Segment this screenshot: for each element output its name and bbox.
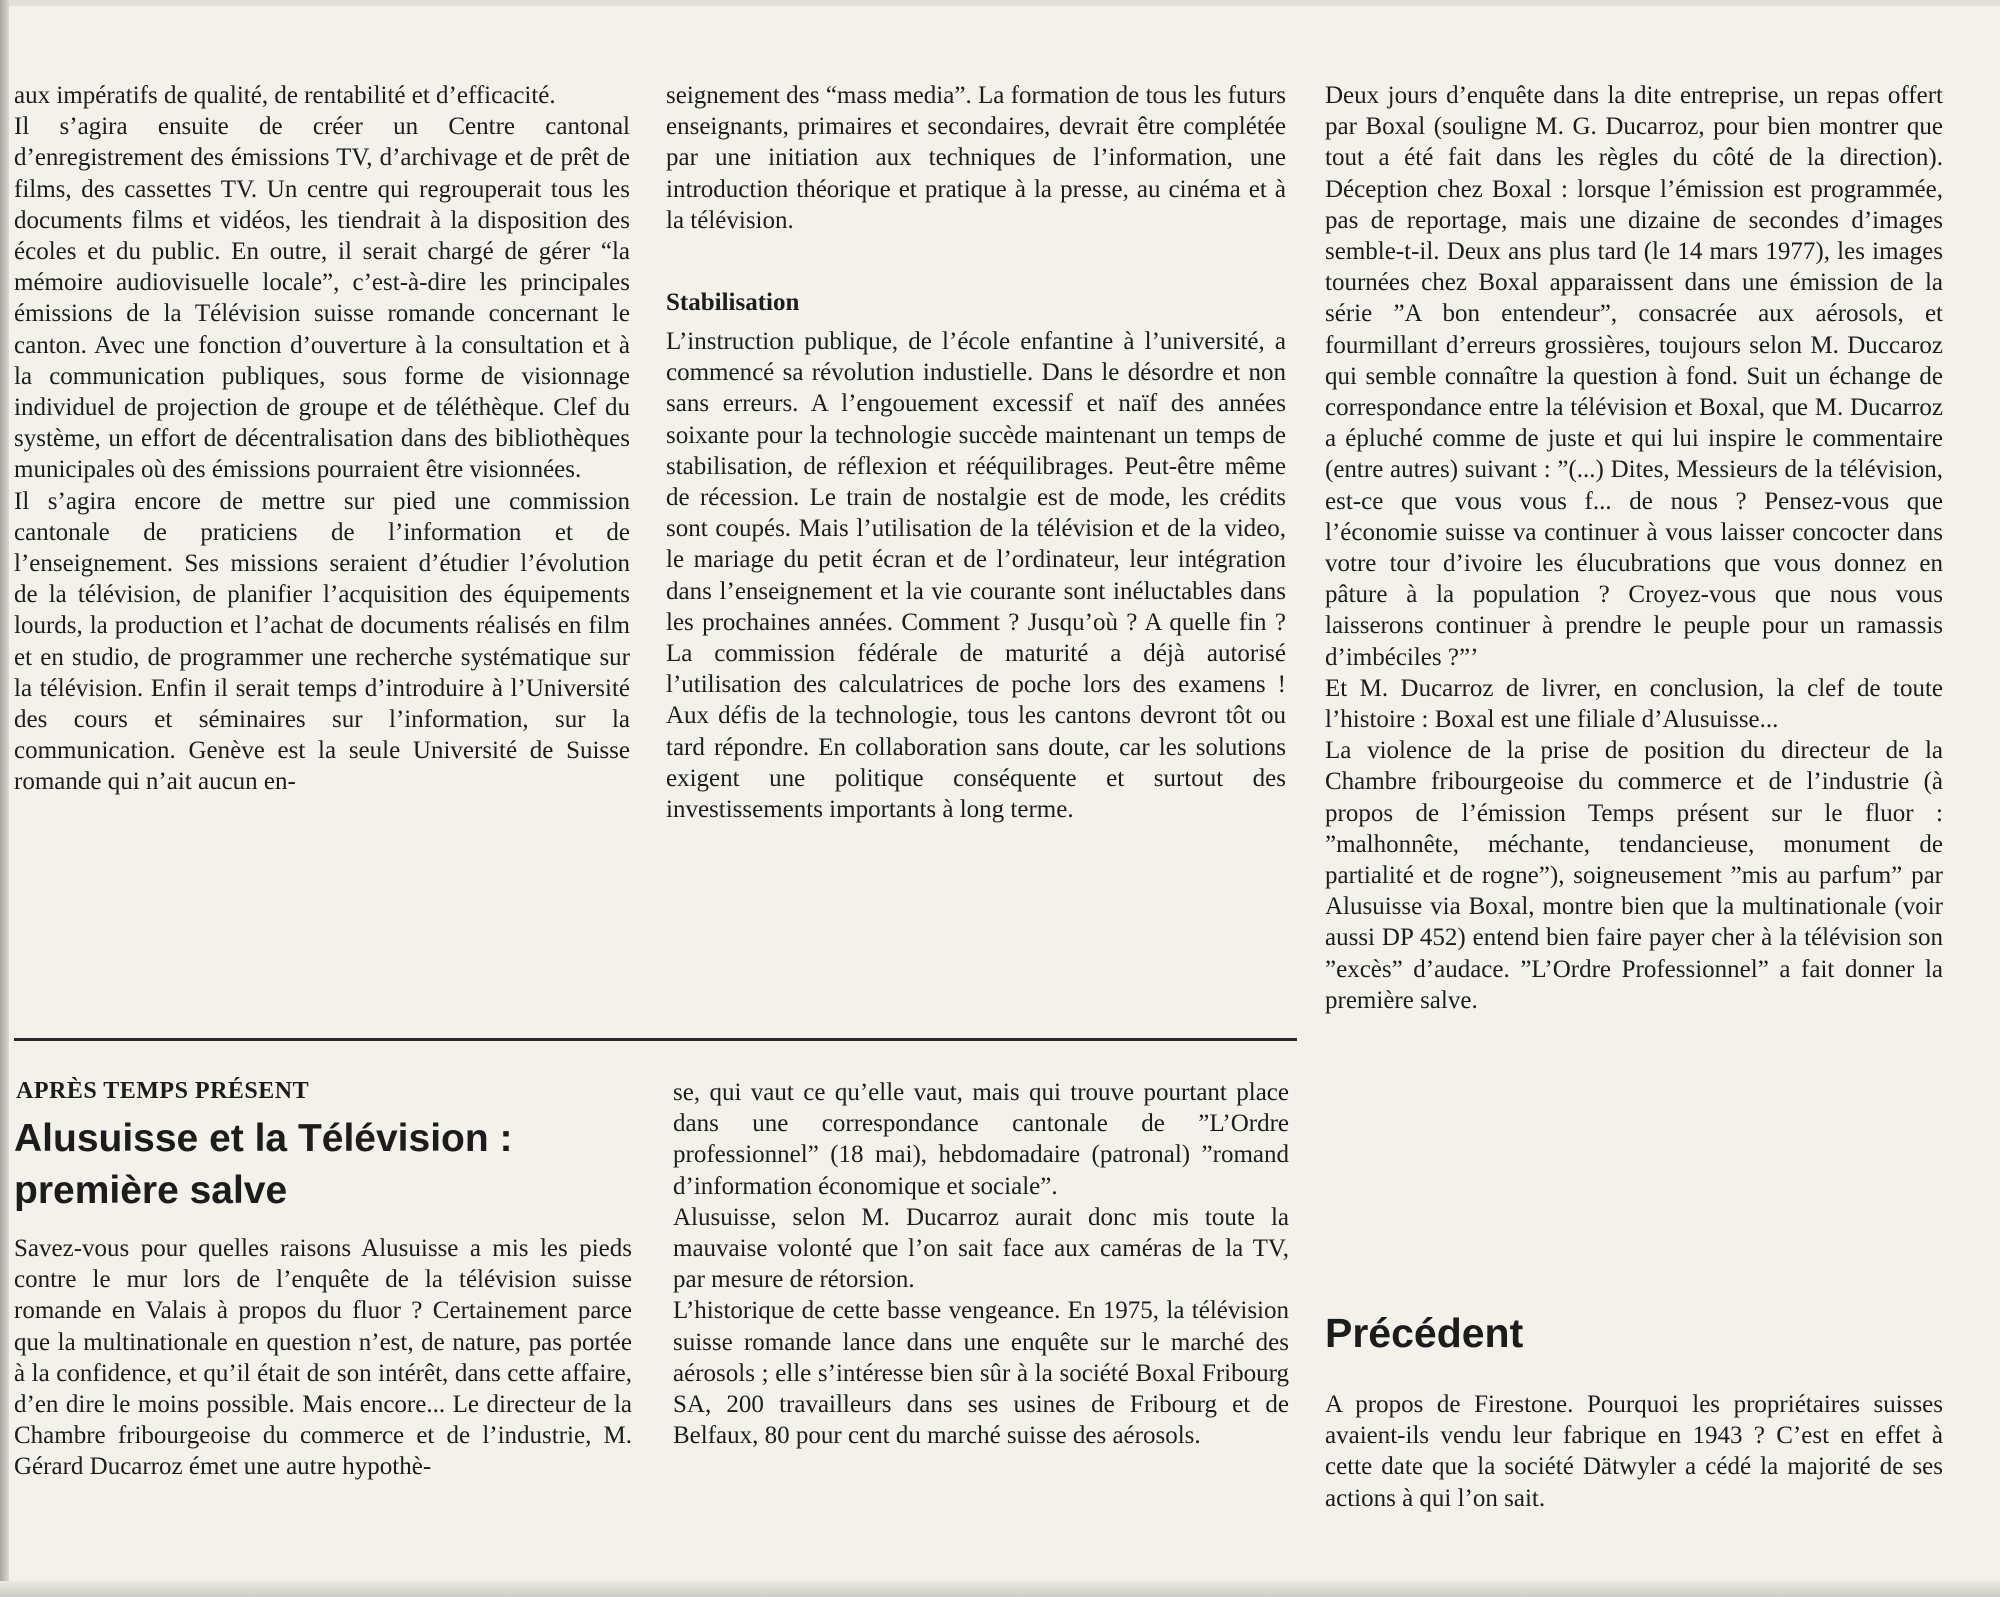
article-headline [14, 1113, 654, 1217]
article-divider [14, 1038, 1297, 1041]
paragraph: seignement des “mass media”. La formation de tous les futurs enseignants, primaires et secondaires, devrait être complétée par une initiation aux techniques de l’information, une introduction théorique et pratique à la presse, au cinéma et à la télévision. [666, 82, 1286, 234]
paragraph: Il s’agira ensuite de créer un Centre cantonal d’enregistrement des émissions TV, d’archivage et de prêt de films, des cassettes TV. Un centre qui regrouperait tous les documents films et vidéos, les tiendrait à la disposition des écoles et du public. En outre, il serait chargé de gérer “la mémoire audiovisuelle locale”, c’est-à-dire les principales émissions de la Télévision suisse romande concernant le canton. Avec une fonction d’ouverture à la consultation et à la communication publiques, sous forme de visionnage individuel de projection de groupe et de téléthèque. Clef du système, un effort de décentralisation dans des bibliothèques municipales où des émissions pourraient être visionnées. [14, 113, 630, 484]
subheading-stabilisation: Stabilisation [666, 289, 800, 317]
paragraph: Deux jours d’enquête dans la dite entreprise, un repas offert par Boxal (souligne M. G. Ducarroz, pour bien montrer que tout a été fait dans les règles du côté de la direction). Déception chez Boxal : lorsque l’émission est programmée, pas de reportage, mais une dizaine de secondes d’images semble-t-il. Deux ans plus tard (le 14 mars 1977), les images tournées chez Boxal apparaissent dans une émission de la série ”A bon entendeur”, consacrée aux aérosols, et fourmillant d’erreurs grossières, toujours selon M. Duccaroz qui semble connaître la question à fond. Suit un échange de correspondance entre la télévision et Boxal, que M. Ducarroz a épluché comme de juste et qui lui inspire le commentaire (entre autres) suivant : ”(...) Dites, Messieurs de la télévision, est-ce que vous vous f... de nous ? Pensez-vous que l’économie suisse va continuer à vous laisser concocter dans votre tour d’ivoire les élucubrations que vous donnez en pâture à la population ? Croyez-vous que nous vous laisserons continuer à prendre le peuple pour un ramassis d’imbéciles ?”’ [1325, 82, 1943, 671]
paragraph: L’instruction publique, de l’école enfantine à l’université, a commencé sa révolution industielle. Dans le désordre et non sans erreurs. A l’engouement excessif et naïf des années soixante pour la technologie succède maintenant un temps de stabilisation, de réflexion et rééquilibrages. Peut-être même de récession. Le train de nostalgie est de mode, les crédits sont coupés. Mais l’utilisation de la télévision et de la video, le mariage du petit écran et de l’ordinateur, leur intégration dans l’enseignement et la vie courante sont inéluctables dans les prochaines années. Comment ? Jusqu’où ? A quelle fin ? La commission fédérale de maturité a déjà autorisé l’utilisation des calculatrices de poche lors des examens ! Aux défis de la technologie, tous les cantons devront tôt ou tard répondre. En collaboration sans doute, car les solutions exigent une politique conséquente et surtout des investissements importants à long terme. [666, 328, 1286, 824]
paragraph: Il s’agira encore de mettre sur pied une commission cantonale de praticiens de l’information et de l’enseignement. Ses missions seraient d’étudier l’évolution de la télévision, de planifier l’acquisition des équipements lourds, la production et l’achat de documents réalisés en film et en studio, de programmer une recherche systématique sur la télévision. Enfin il serait temps d’introduire à l’Université des cours et séminaires sur l’information, sur la communication. Genève est la seule Université de Suisse romande qui n’ait aucun en- [14, 487, 630, 796]
paragraph: Et M. Ducarroz de livrer, en conclusion, la clef de toute l’histoire : Boxal est une filiale d’Alusuisse... [1325, 674, 1943, 734]
paragraph: se, qui vaut ce qu’elle vaut, mais qui trouve pourtant place dans une correspondance cantonale de ”L’Ordre professionnel” (18 mai), hebdomadaire (patronal) ”romand d’information économique et sociale”. [673, 1079, 1289, 1200]
article-column-middle [673, 1077, 1289, 1451]
article-column-left [14, 1233, 632, 1483]
headline-line: première salve [14, 1169, 288, 1212]
page-edge-left [0, 0, 9, 1597]
precedent-column [1325, 1389, 1943, 1514]
paragraph: A propos de Firestone. Pourquoi les propriétaires suisses avaient-ils vendu leur fabrique en 1943 ? C’est en effet à cette date que la société Dätwyler a cédé la majorité de ses actions à qui l’on sait. [1325, 1391, 1943, 1512]
section-title-precedent: Précédent [1325, 1310, 1524, 1356]
article-kicker: APRÈS TEMPS PRÉSENT [16, 1078, 310, 1104]
paragraph: Alusuisse, selon M. Ducarroz aurait donc mis toute la mauvaise volonté que l’on sait face aux caméras de la TV, par mesure de rétorsion. [673, 1203, 1289, 1294]
page-edge-bottom [0, 1581, 2000, 1597]
column-3 [1325, 80, 1943, 1016]
headline-line: Alusuisse et la Télévision : [14, 1117, 513, 1160]
column-2 [666, 80, 1286, 825]
page-edge-top [0, 0, 2000, 6]
paragraph: L’historique de cette basse vengeance. En 1975, la télévision suisse romande lance dans une enquête sur le marché des aérosols ; elle s’intéresse bien sûr à la société Boxal Fribourg SA, 200 travailleurs dans ses usines de Fribourg et de Belfaux, 80 pour cent du marché suisse des aérosols. [673, 1297, 1289, 1450]
paragraph: aux impératifs de qualité, de rentabilité et d’efficacité. [14, 82, 556, 109]
paragraph: La violence de la prise de position du directeur de la Chambre fribourgeoise du commerce et de l’industrie (à propos de l’émission Temps présent sur le fluor : ”malhonnête, méchante, tendancieuse, monument de partialité et de rogne”), soigneusement ”mis au parfum” par Alusuisse via Boxal, montre bien que la multinationale (voir aussi DP 452) entend bien faire payer cher à la télévision son ”excès” d’audace. ”L’Ordre Professionnel” a fait donner la première salve. [1325, 737, 1943, 1014]
paragraph: Savez-vous pour quelles raisons Alusuisse a mis les pieds contre le mur lors de l’enquête de la télévision suisse romande en Valais à propos du fluor ? Certainement parce que la multinationale en question n’est, de nature, pas portée à la confidence, et qu’il était de son intérêt, dans cette affaire, d’en dire le moins possible. Mais encore... Le directeur de la Chambre fribourgeoise du commerce et de l’industrie, M. Gérard Ducarroz émet une autre hypothè- [14, 1235, 632, 1481]
column-1 [14, 80, 630, 798]
